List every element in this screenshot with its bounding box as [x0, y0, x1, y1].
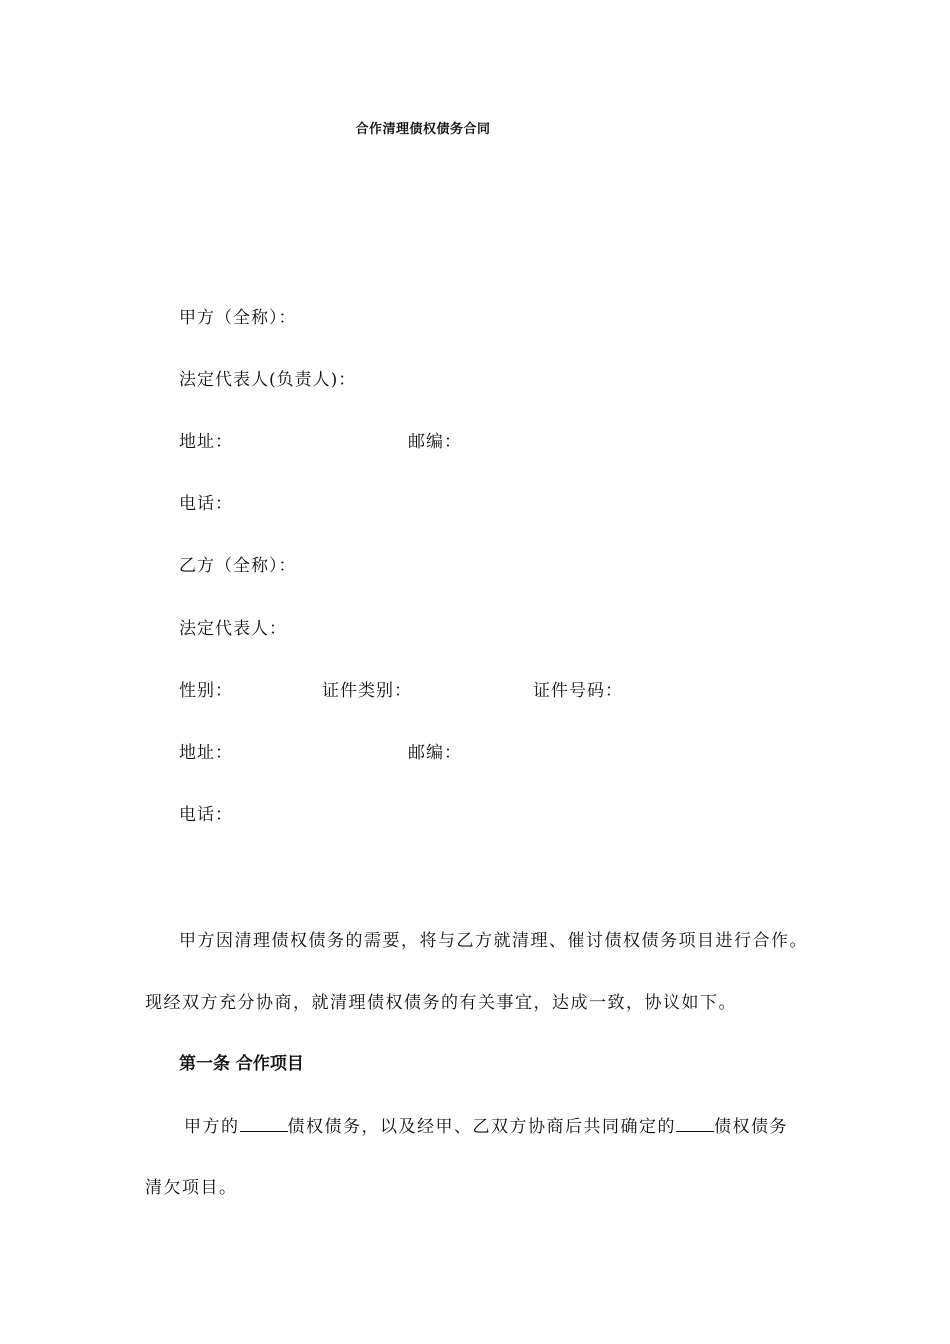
party-a-address-label: 地址：: [179, 432, 233, 452]
blank-underline: [240, 1115, 288, 1132]
party-b-id-number-label: 证件号码：: [533, 681, 623, 701]
party-b-phone-label: 电话：: [179, 805, 233, 825]
article-1-paragraph: [184, 1115, 788, 1138]
blank-underline: [676, 1115, 714, 1132]
article-1-text-part3: 债权债务: [714, 1117, 788, 1137]
party-b-id-type-label: 证件类别：: [322, 681, 412, 701]
party-b-rep-label: 法定代表人：: [179, 619, 287, 639]
party-b-postcode-label: 邮编：: [408, 743, 462, 763]
party-b-address-label: 地址：: [179, 743, 233, 763]
preamble-line-2: 现经双方充分协商，就清理债权债务的有关事宜，达成一致，协议如下。: [145, 993, 737, 1013]
party-a-phone-label: 电话：: [179, 494, 233, 514]
document-title: 合作清理债权债务合同: [355, 122, 491, 137]
article-1-text-part1: 甲方的: [184, 1117, 240, 1137]
party-a-name-label: 甲方（全称）：: [179, 308, 297, 328]
preamble-line-1: 甲方因清理债权债务的需要，将与乙方就清理、催讨债权债务项目进行合作。: [179, 931, 808, 951]
article-1-line-2: 清欠项目。: [145, 1178, 238, 1198]
party-b-name-label: 乙方（全称）：: [179, 556, 297, 576]
party-a-rep-label: 法定代表人(负责人)：: [179, 370, 357, 390]
party-a-postcode-label: 邮编：: [408, 432, 462, 452]
article-1-text-part2: 债权债务，以及经甲、乙双方协商后共同确定的: [287, 1117, 676, 1137]
article-1-heading: 第一条 合作项目: [179, 1054, 304, 1074]
party-b-gender-label: 性别：: [179, 681, 233, 701]
